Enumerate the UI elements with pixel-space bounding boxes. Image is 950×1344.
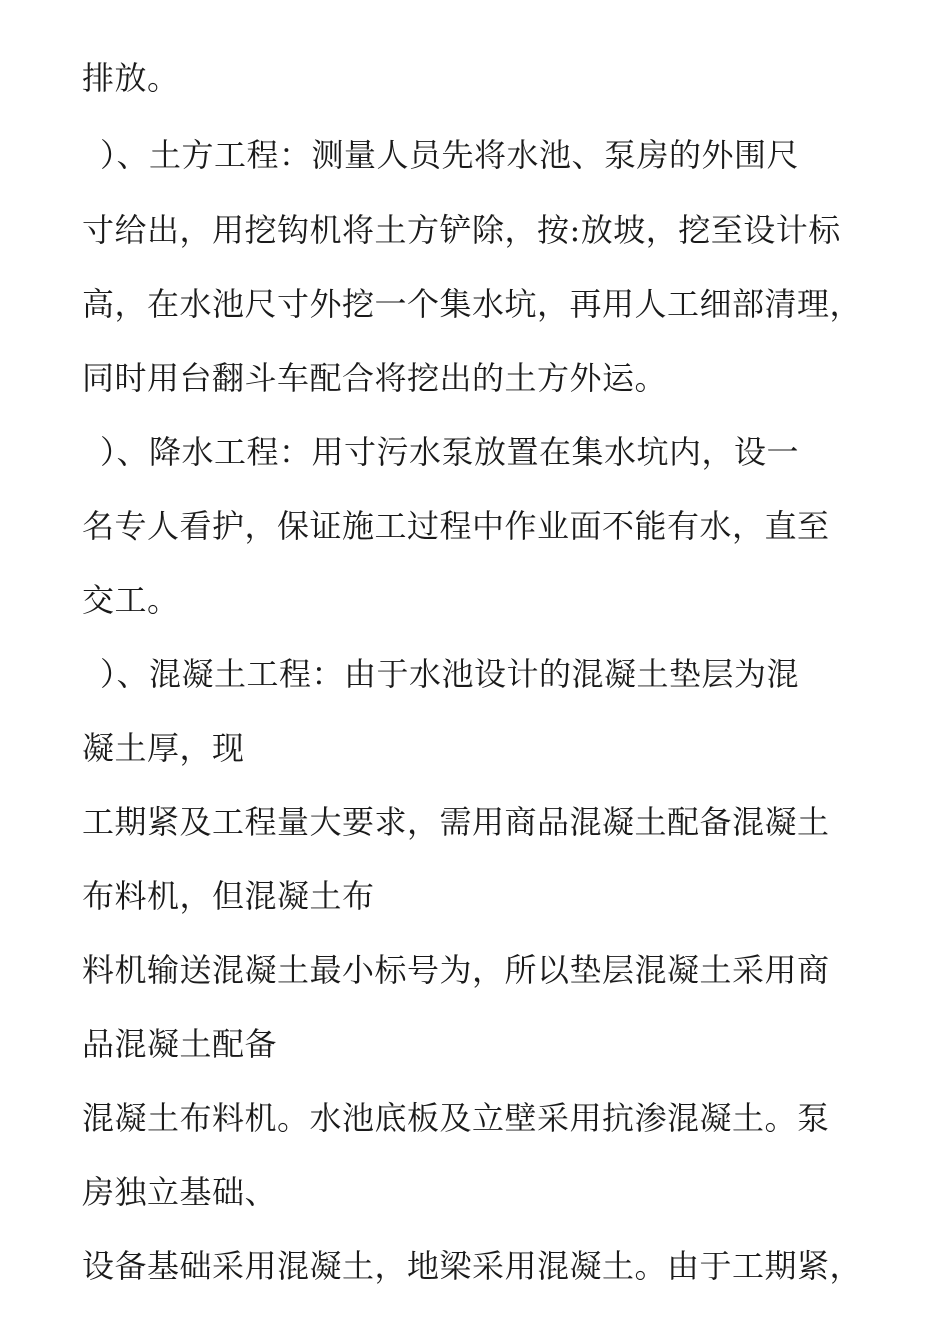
text-line: 工期紧及工程量大要求，需用商品混凝土配备混凝土 xyxy=(82,803,830,841)
text-line: ）、混凝土工程：由于水池设计的混凝土垫层为混 xyxy=(100,655,800,693)
text-line: 布料机，但混凝土布 xyxy=(82,877,375,915)
text-line: 寸给出，用挖钩机将土方铲除，按:放坡，挖至设计标 xyxy=(82,211,841,249)
text-line: 交工。 xyxy=(82,581,180,619)
text-line: 名专人看护，保证施工过程中作业面不能有水，直至 xyxy=(82,507,830,545)
text-line: ）、土方工程：测量人员先将水池、泵房的外围尺 xyxy=(100,136,800,174)
text-line: 料机输送混凝土最小标号为，所以垫层混凝土采用商 xyxy=(82,951,830,989)
text-line: 同时用台翻斗车配合将挖出的土方外运。 xyxy=(82,359,668,397)
text-line: 品混凝土配备 xyxy=(82,1025,278,1063)
text-line: 混凝土布料机。水池底板及立壁采用抗渗混凝土。泵 xyxy=(82,1099,830,1137)
text-line: 房独立基础、 xyxy=(82,1173,278,1211)
text-line: 高，在水池尺寸外挖一个集水坑，再用人工细部清理， xyxy=(82,285,863,323)
text-line: 排放。 xyxy=(82,59,180,97)
text-line: 凝土厚，现 xyxy=(82,729,245,767)
text-line: ）、降水工程：用寸污水泵放置在集水坑内，设一 xyxy=(100,433,800,471)
text-line: 设备基础采用混凝土，地梁采用混凝土。由于工期紧， xyxy=(82,1247,863,1285)
